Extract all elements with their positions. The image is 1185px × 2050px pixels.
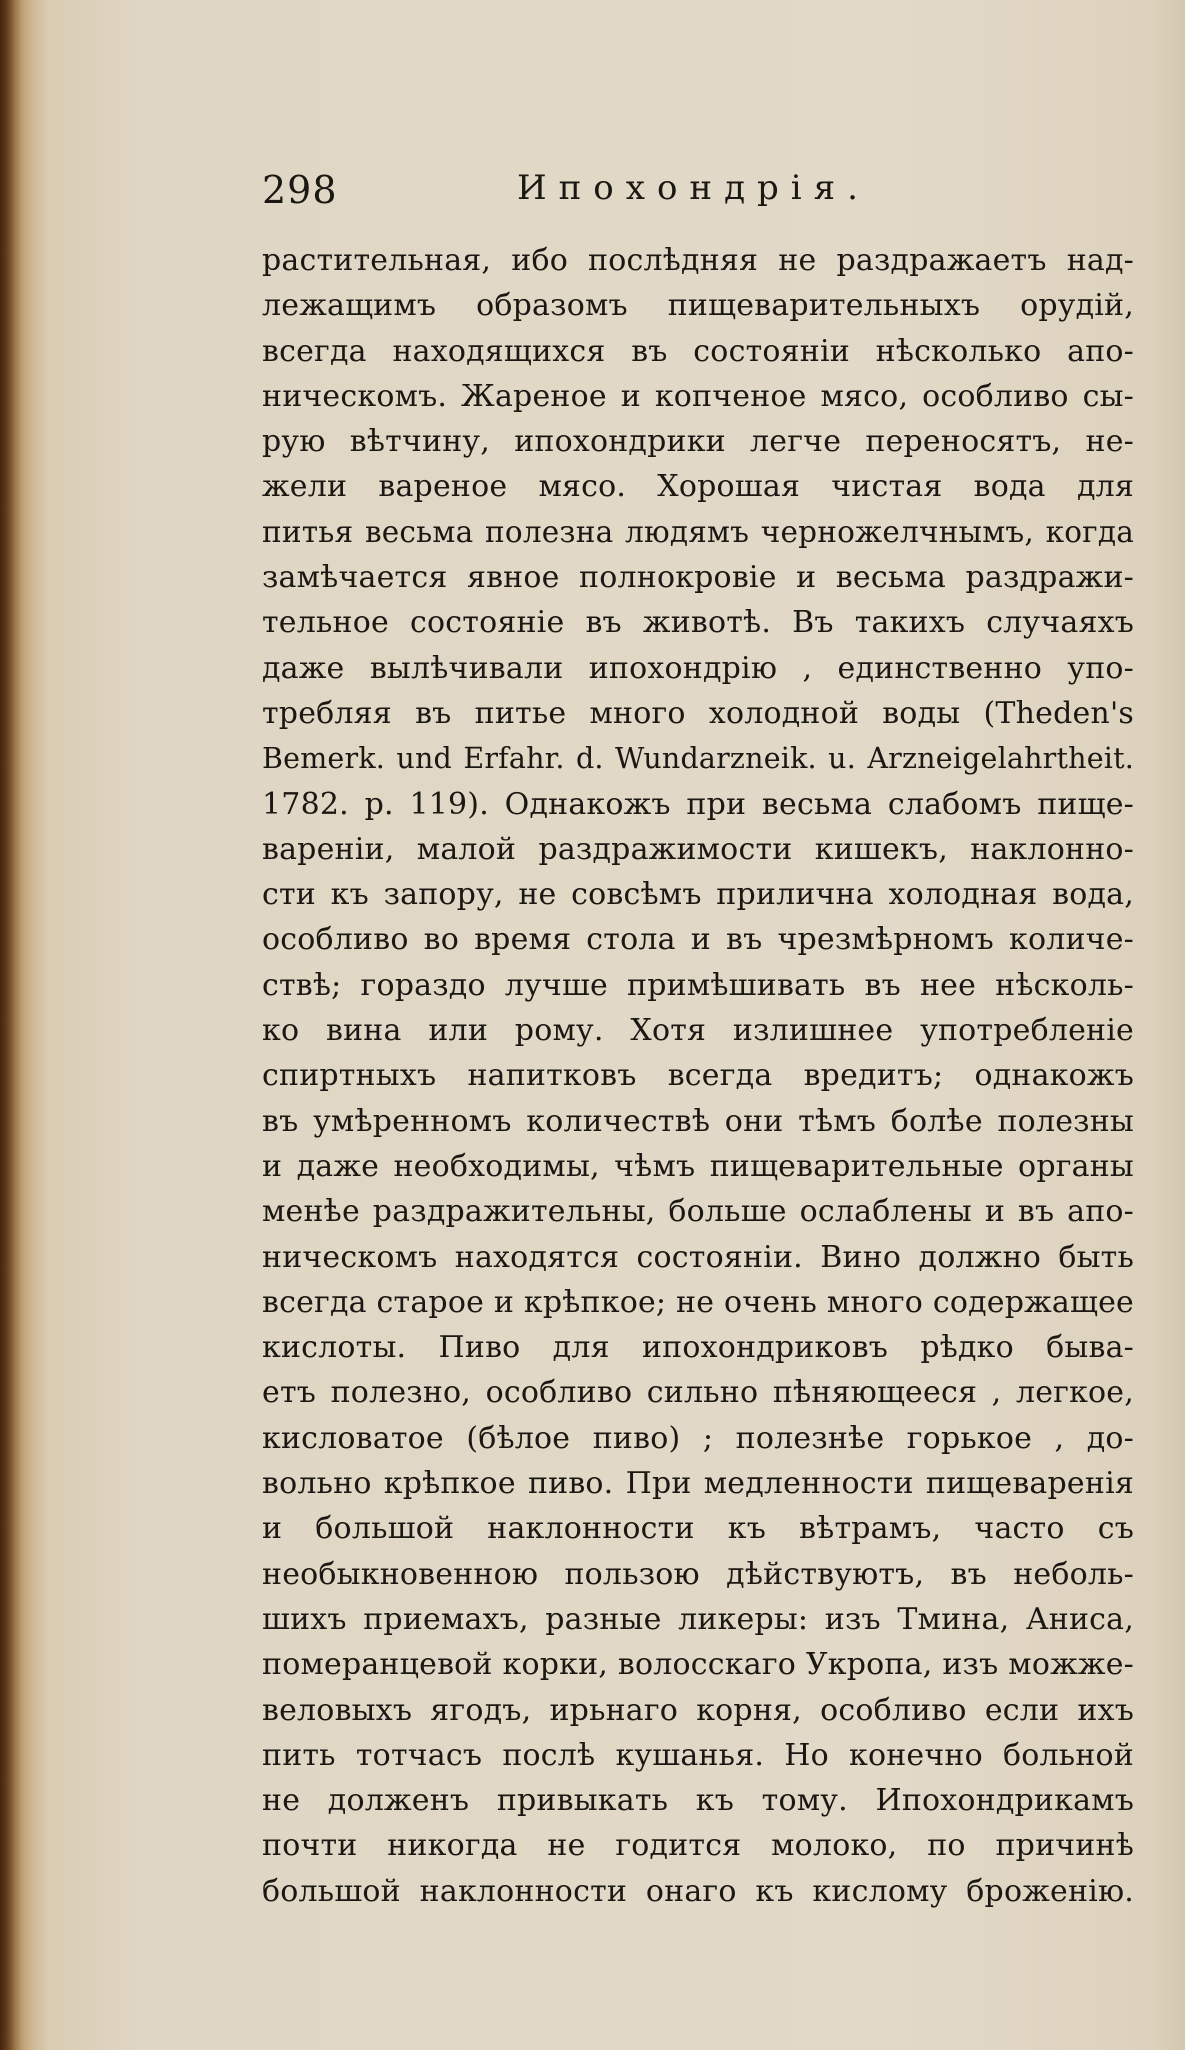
text-line: растительная, ибо послѣдняя не раздражаетъ над- [262,243,1134,278]
text-line: необыкновенною пользою дѣйствуютъ, въ неболь- [262,1556,1134,1592]
text-line: шихъ приемахъ, разные ликеры: изъ Тмина, Аниса, [262,1601,1134,1637]
text-line: етъ полезно, особливо сильно пѣняющееся , легкое, [262,1375,1134,1411]
text-line: Bemerk. und Erfahr. d. Wundarzneik. u. Arzneigelahrtheit. [262,742,1134,776]
page-gutter-shadow [0,0,30,2050]
text-line: большой наклонности онаго къ кислому броженію. [262,1873,1134,1909]
text-line: не долженъ привыкать къ тому. Ипохондрикамъ [262,1783,1134,1819]
text-line: почти никогда не годится молоко, по причинѣ [262,1828,1134,1864]
text-line: кислоты. Пиво для ипохондриковъ рѣдко быва- [262,1330,1134,1366]
page-header [262,168,1142,228]
text-line: вольно крѣпкое пиво. При медленности пищеваренія [262,1466,1134,1502]
text-line: пить тотчасъ послѣ кушанья. Но конечно больной [262,1737,1134,1773]
text-line: рую вѣтчину, ипохондрики легче переносятъ, не- [262,424,1134,460]
text-line: особливо во время стола и въ чрезмѣрномъ количе- [262,922,1134,958]
text-line: померанцевой корки, волосскаго Укропа, изъ можже- [262,1647,1134,1683]
text-line: жели вареное мясо. Хорошая чистая вода для [262,469,1134,505]
text-line: требляя въ питье много холодной воды (Theden's [262,695,1134,731]
text-line: замѣчается явное полнокровіе и весьма раздражи- [262,560,1134,596]
body-text [262,238,1134,1914]
text-line: и даже необходимы, чѣмъ пищеварительные органы [262,1148,1134,1184]
text-line: ническомъ находятся состояніи. Вино должно быть [262,1239,1134,1275]
text-line: всегда старое и крѣпкое; не очень много содержащее [262,1284,1134,1320]
text-line: въ умѣренномъ количествѣ они тѣмъ болѣе полезны [262,1103,1134,1139]
text-line: веловыхъ ягодъ, ирьнаго корня, особливо если ихъ [262,1692,1134,1728]
text-line: питья весьма полезна людямъ черножелчнымъ, когда [262,514,1134,549]
text-line: тельное состояніе въ животѣ. Въ такихъ случаяхъ [262,605,1134,641]
text-line: вареніи, малой раздражимости кишекъ, наклонно- [262,831,1134,867]
text-line: всегда находящихся въ состояніи нѣсколько апо- [262,333,1134,369]
running-title: Ипохондрія. [517,168,870,208]
text-line: 1782. p. 119). Однакожъ при весьма слабомъ пище- [262,786,1134,822]
text-line: лежащимъ образомъ пищеварительныхъ орудій, [262,288,1134,324]
text-line: ствѣ; гораздо лучше примѣшивать въ нее нѣсколь- [262,967,1134,1003]
text-line: менѣе раздражительны, больше ослаблены и въ апо- [262,1194,1134,1230]
text-line: ническомъ. Жареное и копченое мясо, особливо сы- [262,378,1134,414]
text-line: кисловатое (бѣлое пиво) ; полезнѣе горькое , до- [262,1420,1134,1456]
text-line: спиртныхъ напитковъ всегда вредитъ; однакожъ [262,1058,1134,1094]
page-number: 298 [262,168,338,212]
text-line: ко вина или рому. Хотя излишнее употребленіе [262,1013,1134,1049]
text-line: и большой наклонности къ вѣтрамъ, часто съ [262,1511,1134,1547]
text-line: даже вылѣчивали ипохондрію , единственно упо- [262,650,1134,686]
text-line: сти къ запору, не совсѣмъ прилична холодная вода, [262,877,1134,913]
